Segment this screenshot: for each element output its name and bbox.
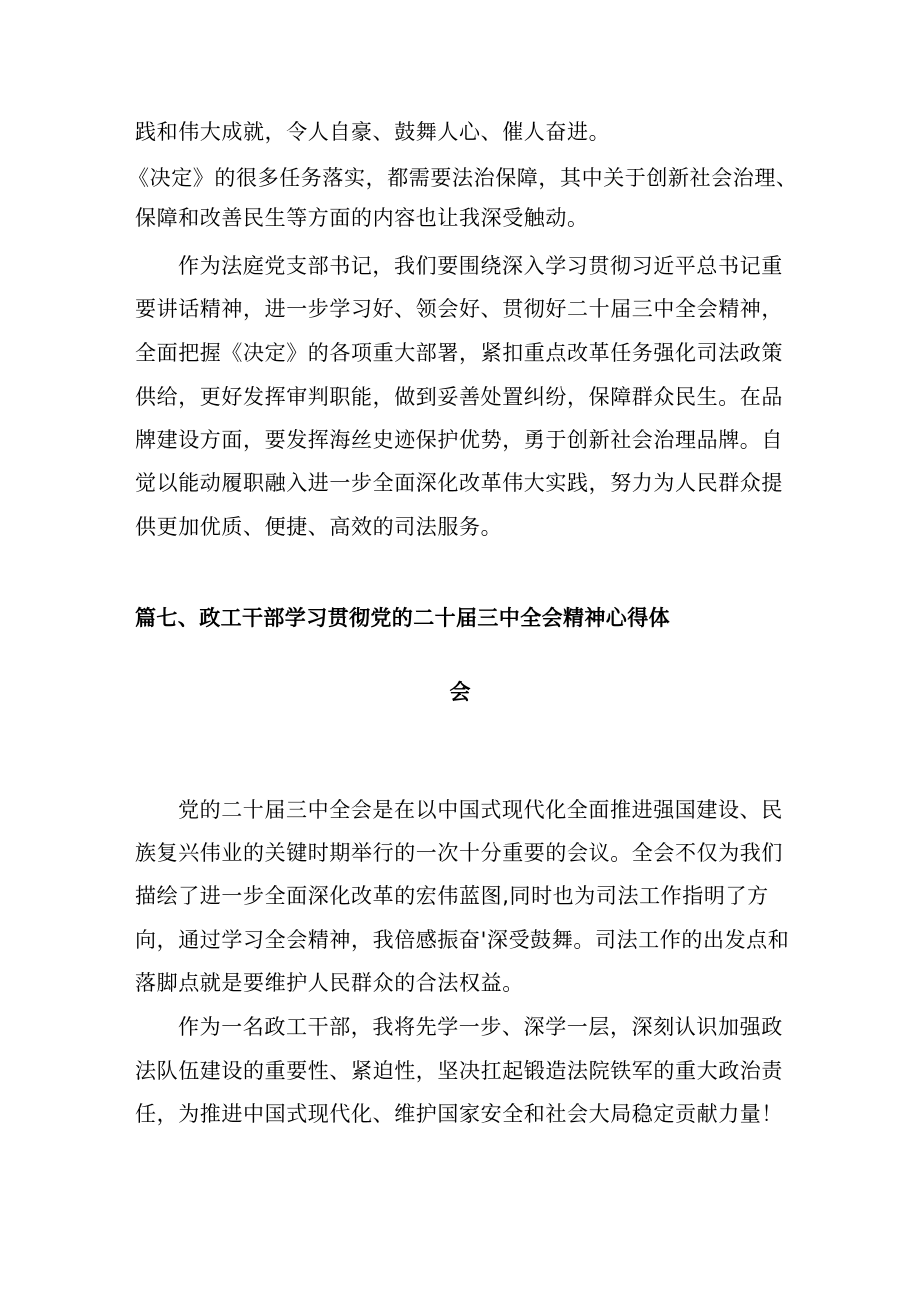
section-heading-continuation: 会 bbox=[449, 680, 471, 704]
paragraph-line: 保障和改善民生等方面的内容也让我深受触动。 bbox=[135, 206, 589, 230]
paragraph-line: 牌建设方面，要发挥海丝史迹保护优势，勇于创新社会治理品牌。自 bbox=[135, 428, 783, 452]
paragraph-line: 践和伟大成就，令人自豪、鼓舞人心、催人奋进。 bbox=[135, 120, 611, 144]
paragraph-line: 党的二十届三中全会是在以中国式现代化全面推进强国建设、民 bbox=[178, 798, 783, 822]
paragraph-line: 任，为推进中国式现代化、维护国家安全和社会大局稳定贡献力量！ bbox=[135, 1102, 783, 1126]
paragraph-line: 《决定》的很多任务落实，都需要法治保障，其中关于创新社会治理、 bbox=[128, 166, 798, 190]
paragraph-line: 作为一名政工干部，我将先学一步、深学一层，深刻认识加强政 bbox=[178, 1015, 783, 1039]
paragraph-line: 供更加优质、便捷、高效的司法服务。 bbox=[135, 515, 503, 539]
paragraph-line: 族复兴伟业的关键时期举行的一次十分重要的会议。全会不仅为我们 bbox=[135, 841, 783, 865]
paragraph-line: 描绘了进一步全面深化改革的宏伟蓝图,同时也为司法工作指明了方 bbox=[135, 884, 769, 908]
paragraph-line: 法队伍建设的重要性、紧迫性，坚决扛起锻造法院铁军的重大政治责 bbox=[135, 1059, 783, 1083]
paragraph-line: 全面把握《决定》的各项重大部署，紧扣重点改革任务强化司法政策 bbox=[135, 341, 783, 365]
paragraph-line: 觉以能动履职融入进一步全面深化改革伟大实践，努力为人民群众提 bbox=[135, 471, 783, 495]
paragraph-line: 向，通过学习全会精神，我倍感振奋'深受鼓舞。司法工作的出发点和 bbox=[135, 928, 790, 952]
paragraph-line: 落脚点就是要维护人民群众的合法权益。 bbox=[135, 971, 524, 995]
paragraph-line: 作为法庭党支部书记，我们要围绕深入学习贯彻习近平总书记重 bbox=[178, 254, 783, 278]
paragraph-line: 要讲话精神，进一步学习好、领会好、贯彻好二十届三中全会精神， bbox=[135, 297, 783, 321]
paragraph-line: 供给，更好发挥审判职能，做到妥善处置纠纷，保障群众民生。在品 bbox=[135, 385, 783, 409]
section-heading: 篇七、政工干部学习贯彻党的二十届三中全会精神心得体 bbox=[135, 606, 670, 630]
